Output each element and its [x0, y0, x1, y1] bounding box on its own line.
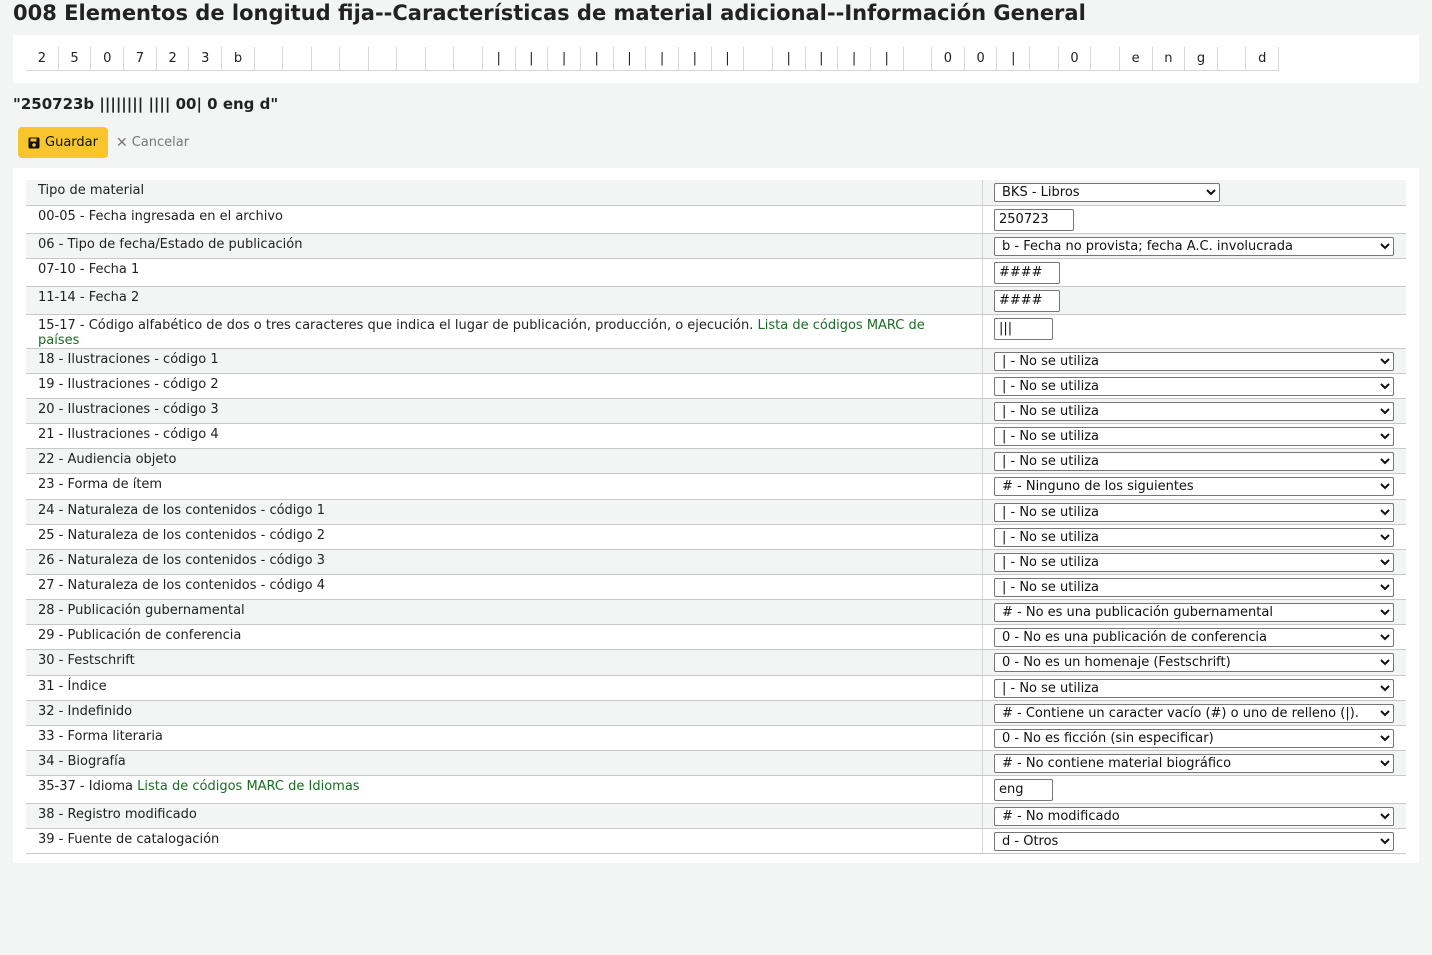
- field-select[interactable]: [994, 553, 1394, 572]
- field-select[interactable]: [994, 832, 1394, 851]
- field-label: 25 - Naturaleza de los contenidos - código 2: [38, 527, 326, 543]
- field-select[interactable]: [994, 704, 1394, 723]
- field-label-cell: [26, 775, 983, 803]
- field-select[interactable]: [994, 578, 1394, 597]
- field-input[interactable]: [994, 209, 1074, 231]
- position-cell: |: [646, 47, 679, 70]
- field-label: 20 - Ilustraciones - código 3: [38, 401, 219, 417]
- field-label: 34 - Biografía: [38, 753, 126, 769]
- field-label: 23 - Forma de ítem: [38, 476, 163, 492]
- field-label: 00-05 - Fecha ingresada en el archivo: [38, 208, 284, 224]
- position-cell: [1030, 47, 1059, 70]
- field-label-cell: [26, 675, 983, 700]
- field-select[interactable]: [994, 352, 1394, 371]
- field-label-cell: [26, 499, 983, 524]
- field-value-cell: [983, 599, 1407, 624]
- field-label-cell: [26, 286, 983, 314]
- field-row: [26, 448, 1406, 473]
- field-value-cell: [983, 258, 1407, 286]
- field-value-cell: [983, 373, 1407, 398]
- field-value-cell: [983, 524, 1407, 549]
- position-cell: d: [1246, 47, 1279, 70]
- position-cell: |: [997, 47, 1030, 70]
- field-label-cell: [26, 398, 983, 423]
- field-label: 31 - Índice: [38, 678, 107, 694]
- field-select[interactable]: [994, 402, 1394, 421]
- position-cell: g: [1185, 47, 1218, 70]
- field-select[interactable]: [994, 237, 1394, 256]
- field-label-cell: [26, 373, 983, 398]
- field-label-cell: [26, 205, 983, 233]
- field-value-cell: [983, 286, 1407, 314]
- field-input[interactable]: [994, 290, 1060, 312]
- field-value-cell: [983, 348, 1407, 373]
- field-value-cell: [983, 473, 1407, 499]
- field-select[interactable]: [994, 653, 1394, 672]
- field-row: [26, 286, 1406, 314]
- field-value-cell: [983, 180, 1407, 205]
- field-row: [26, 473, 1406, 499]
- position-cell: 0: [91, 47, 124, 70]
- field-row: [26, 828, 1406, 853]
- position-cell: |: [581, 47, 614, 70]
- field-row: [26, 499, 1406, 524]
- position-cell: 5: [59, 47, 92, 70]
- field-label-cell: [26, 524, 983, 549]
- field-select[interactable]: [994, 183, 1220, 202]
- page-title: 008 Elementos de longitud fija--Características de material adicional--Información General: [13, 1, 1086, 25]
- field-value-cell: [983, 828, 1407, 853]
- position-cell: |: [871, 47, 904, 70]
- field-label-cell: [26, 549, 983, 574]
- field-label-cell: [26, 750, 983, 775]
- field-select[interactable]: [994, 679, 1394, 698]
- field-row: [26, 314, 1406, 348]
- position-cell: 0: [965, 47, 998, 70]
- field-label-cell: [26, 624, 983, 649]
- field-value-cell: [983, 750, 1407, 775]
- field-value-cell: [983, 549, 1407, 574]
- position-cell: 0: [932, 47, 965, 70]
- position-cell: |: [679, 47, 712, 70]
- field-select[interactable]: [994, 377, 1394, 396]
- field-value-cell: [983, 700, 1407, 725]
- field-label: 27 - Naturaleza de los contenidos - código 4: [38, 577, 326, 593]
- position-cell: [454, 47, 483, 70]
- field-value-cell: [983, 233, 1407, 258]
- position-cell: b: [222, 47, 255, 70]
- field-input[interactable]: [994, 262, 1060, 284]
- field-label: 21 - Ilustraciones - código 4: [38, 426, 219, 442]
- field-label: 32 - Indefinido: [38, 703, 133, 719]
- field-label-cell: [26, 828, 983, 853]
- field-row: [26, 624, 1406, 649]
- field-value-cell: [983, 725, 1407, 750]
- field-value-cell: [983, 574, 1407, 599]
- field-label: 29 - Publicación de conferencia: [38, 627, 242, 643]
- field-label: 28 - Publicación gubernamental: [38, 602, 245, 618]
- field-label: Tipo de material: [38, 183, 145, 198]
- field-value-cell: [983, 398, 1407, 423]
- position-cell: [744, 47, 773, 70]
- field-input[interactable]: [994, 318, 1053, 340]
- field-select[interactable]: [994, 754, 1394, 773]
- fields-table: [26, 180, 1406, 854]
- field-label-cell: [26, 599, 983, 624]
- field-label: 11-14 - Fecha 2: [38, 289, 140, 305]
- field-label-cell: [26, 803, 983, 828]
- field-label-cell: [26, 725, 983, 750]
- field-input[interactable]: [994, 779, 1053, 801]
- field-value-cell: [983, 499, 1407, 524]
- field-row: [26, 258, 1406, 286]
- field-select[interactable]: [994, 503, 1394, 522]
- field-row: [26, 373, 1406, 398]
- position-cell: 2: [26, 47, 59, 70]
- field-select[interactable]: [994, 628, 1394, 647]
- field-row: [26, 649, 1406, 675]
- field-label-cell: [26, 348, 983, 373]
- field-label: 33 - Forma literaria: [38, 728, 163, 744]
- field-label-cell: [26, 233, 983, 258]
- field-row: [26, 574, 1406, 599]
- field-select[interactable]: [994, 477, 1394, 496]
- field-row: [26, 524, 1406, 549]
- position-panel: [13, 35, 1419, 83]
- field-value-cell: [983, 675, 1407, 700]
- field-row: [26, 348, 1406, 373]
- field-label-cell: [26, 649, 983, 675]
- field-label-cell: [26, 448, 983, 473]
- field-label-cell: [26, 180, 983, 205]
- position-cell: [283, 47, 312, 70]
- position-cell: n: [1153, 47, 1186, 70]
- field-label: 18 - Ilustraciones - código 1: [38, 351, 219, 367]
- field-row: [26, 803, 1406, 828]
- field-label: 24 - Naturaleza de los contenidos - código 1: [38, 502, 326, 518]
- field-label-cell: [26, 574, 983, 599]
- field-row: [26, 700, 1406, 725]
- field-label: 30 - Festschrift: [38, 652, 135, 668]
- field-value-cell: [983, 423, 1407, 448]
- field-label: 26 - Naturaleza de los contenidos - código 3: [38, 552, 326, 568]
- field-select[interactable]: [994, 528, 1394, 547]
- field-row: [26, 423, 1406, 448]
- field-label: 15-17 - Código alfabético de dos o tres caracteres que indica el lugar de publicación, producción, o ejecución.: [38, 317, 754, 333]
- position-cell: [369, 47, 398, 70]
- position-cell: 3: [189, 47, 222, 70]
- position-cell: [1218, 47, 1247, 70]
- field-value-cell: [983, 314, 1407, 348]
- position-cell: [1091, 47, 1120, 70]
- field-label-cell: [26, 258, 983, 286]
- field-select[interactable]: [994, 427, 1394, 446]
- position-cell: 7: [124, 47, 157, 70]
- field-label-cell: [26, 314, 983, 348]
- position-cell: |: [516, 47, 549, 70]
- field-value-cell: [983, 205, 1407, 233]
- field-label: 22 - Audiencia objeto: [38, 451, 177, 467]
- position-cell: |: [712, 47, 745, 70]
- codes-list-link[interactable]: Lista de códigos MARC de países: [38, 317, 925, 348]
- field-select[interactable]: [994, 603, 1394, 622]
- field-label: 06 - Tipo de fecha/Estado de publicación: [38, 236, 303, 252]
- field-label: 19 - Ilustraciones - código 2: [38, 376, 219, 392]
- position-row: [26, 47, 1279, 71]
- fields-panel: [13, 168, 1419, 863]
- field-row: [26, 233, 1406, 258]
- field-row: [26, 398, 1406, 423]
- field-preview: "250723b |||||||| |||| 00| 0 eng d": [13, 95, 279, 113]
- field-value-cell: [983, 624, 1407, 649]
- cancel-button[interactable]: [116, 127, 189, 158]
- position-cell: [340, 47, 369, 70]
- field-value-cell: [983, 803, 1407, 828]
- field-value-cell: [983, 649, 1407, 675]
- field-label-cell: [26, 700, 983, 725]
- field-label: 39 - Fuente de catalogación: [38, 831, 220, 847]
- field-row: [26, 599, 1406, 624]
- field-value-cell: [983, 448, 1407, 473]
- position-cell: [904, 47, 933, 70]
- position-cell: |: [838, 47, 871, 70]
- cancel-label: Cancelar: [131, 135, 190, 150]
- position-cell: [255, 47, 284, 70]
- codes-list-link[interactable]: Lista de códigos MARC de Idiomas: [137, 778, 360, 794]
- position-cell: |: [806, 47, 839, 70]
- field-select[interactable]: [994, 807, 1394, 826]
- position-cell: |: [483, 47, 516, 70]
- field-label: 07-10 - Fecha 1: [38, 261, 140, 277]
- position-cell: [312, 47, 341, 70]
- position-cell: |: [548, 47, 581, 70]
- field-label-cell: [26, 423, 983, 448]
- field-row: [26, 549, 1406, 574]
- position-cell: [426, 47, 455, 70]
- field-row: [26, 675, 1406, 700]
- position-cell: [397, 47, 426, 70]
- save-label: Guardar: [45, 135, 98, 150]
- position-cell: |: [773, 47, 806, 70]
- field-label-cell: [26, 473, 983, 499]
- field-select[interactable]: [994, 729, 1394, 748]
- field-row: [26, 205, 1406, 233]
- save-button[interactable]: [18, 127, 108, 158]
- field-row: [26, 180, 1406, 205]
- position-cell: |: [614, 47, 647, 70]
- field-row: [26, 725, 1406, 750]
- field-select[interactable]: [994, 452, 1394, 471]
- field-value-cell: [983, 775, 1407, 803]
- field-row: [26, 775, 1406, 803]
- save-icon: [28, 137, 40, 149]
- position-cell: 0: [1059, 47, 1092, 70]
- close-icon: ✕: [116, 134, 128, 151]
- field-label: 38 - Registro modificado: [38, 806, 197, 822]
- position-cell: 2: [157, 47, 190, 70]
- position-cell: e: [1120, 47, 1153, 70]
- field-label: 35-37 - Idioma: [38, 778, 134, 794]
- field-row: [26, 750, 1406, 775]
